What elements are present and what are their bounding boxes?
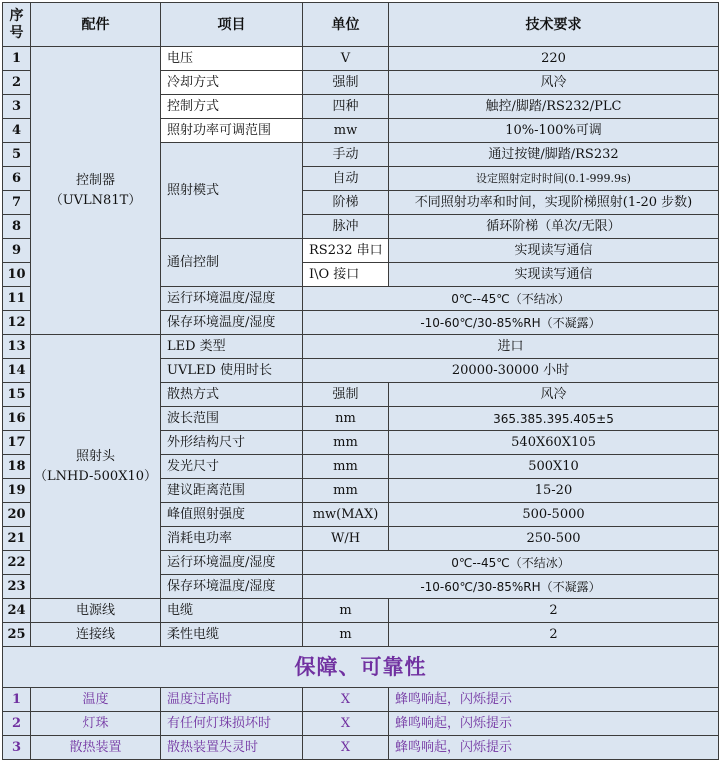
unit-cell: 手动 (303, 143, 389, 167)
requirement-cell: 触控/脚踏/RS232/PLC (389, 95, 719, 119)
unit-cell: X (303, 712, 389, 736)
row-number: 20 (3, 503, 31, 527)
item-cell: 保存环境温度/湿度 (161, 311, 303, 335)
part-cell: 散热装置 (31, 736, 161, 760)
requirement-cell: 0℃--45℃（不结冰） (303, 287, 719, 311)
unit-cell: X (303, 736, 389, 760)
row-number: 4 (3, 119, 31, 143)
requirement-cell: -10-60℃/30-85%RH（不凝露） (303, 575, 719, 599)
row-number: 1 (3, 47, 31, 71)
row-number: 21 (3, 527, 31, 551)
item-cell: 有任何灯珠损坏时 (161, 712, 303, 736)
row-number: 10 (3, 263, 31, 287)
part-irradiation-head: 照射头 （LNHD-500X10） (31, 335, 161, 599)
requirement-cell: 365.385.395.405±5 (389, 407, 719, 431)
row-number: 18 (3, 455, 31, 479)
row-number: 24 (3, 599, 31, 623)
row-number: 15 (3, 383, 31, 407)
row-number: 14 (3, 359, 31, 383)
item-cell: 保存环境温度/湿度 (161, 575, 303, 599)
unit-cell: mw (303, 119, 389, 143)
item-cell: UVLED 使用时长 (161, 359, 303, 383)
unit-cell: m (303, 623, 389, 647)
item-irradiation-mode: 照射模式 (161, 143, 303, 239)
row-number: 16 (3, 407, 31, 431)
requirement-cell: 实现读写通信 (389, 263, 719, 287)
row-number: 7 (3, 191, 31, 215)
header-row (3, 3, 719, 47)
header-item: 项目 (161, 3, 303, 47)
requirement-cell: 风冷 (389, 383, 719, 407)
item-cell: 电压 (161, 47, 303, 71)
item-communication: 通信控制 (161, 239, 303, 287)
part-controller: 控制器 （UVLN81T） (31, 47, 161, 335)
row-number: 3 (3, 95, 31, 119)
table-row (3, 599, 719, 623)
row-number: 12 (3, 311, 31, 335)
item-cell: LED 类型 (161, 335, 303, 359)
requirement-cell: 20000-30000 小时 (303, 359, 719, 383)
table-row (3, 335, 719, 359)
item-cell: 散热方式 (161, 383, 303, 407)
item-cell: 发光尺寸 (161, 455, 303, 479)
requirement-cell: 500X10 (389, 455, 719, 479)
requirement-cell: 220 (389, 47, 719, 71)
requirement-cell: 实现读写通信 (389, 239, 719, 263)
item-cell: 运行环境温度/湿度 (161, 287, 303, 311)
item-cell: 消耗电功率 (161, 527, 303, 551)
table-row (3, 688, 719, 712)
row-number: 25 (3, 623, 31, 647)
row-number: 11 (3, 287, 31, 311)
part-cell: 灯珠 (31, 712, 161, 736)
requirement-cell: 250-500 (389, 527, 719, 551)
requirement-cell: 进口 (303, 335, 719, 359)
part-cell: 温度 (31, 688, 161, 712)
unit-cell: 自动 (303, 167, 389, 191)
requirement-cell: 500-5000 (389, 503, 719, 527)
unit-cell: 阶梯 (303, 191, 389, 215)
requirement-cell: 2 (389, 623, 719, 647)
requirement-cell: 0℃--45℃（不结冰） (303, 551, 719, 575)
unit-cell: 脉冲 (303, 215, 389, 239)
unit-cell: mm (303, 479, 389, 503)
requirement-cell: 蜂鸣响起，闪烁提示 (389, 688, 719, 712)
requirement-cell: -10-60℃/30-85%RH（不凝露） (303, 311, 719, 335)
row-number: 3 (3, 736, 31, 760)
item-cell: 建议距离范围 (161, 479, 303, 503)
unit-cell: RS232 串口 (303, 239, 389, 263)
item-cell: 波长范围 (161, 407, 303, 431)
row-number: 1 (3, 688, 31, 712)
row-number: 23 (3, 575, 31, 599)
requirement-cell: 蜂鸣响起，闪烁提示 (389, 712, 719, 736)
unit-cell: mm (303, 455, 389, 479)
item-cell: 散热装置失灵时 (161, 736, 303, 760)
requirement-cell: 设定照射定时时间(0.1-999.9s) (389, 167, 719, 191)
header-unit: 单位 (303, 3, 389, 47)
part-cell: 连接线 (31, 623, 161, 647)
requirement-cell: 2 (389, 599, 719, 623)
table-row (3, 712, 719, 736)
row-number: 8 (3, 215, 31, 239)
item-cell: 控制方式 (161, 95, 303, 119)
row-number: 17 (3, 431, 31, 455)
spec-table (2, 2, 719, 760)
item-cell: 电缆 (161, 599, 303, 623)
unit-cell: 强制 (303, 383, 389, 407)
requirement-cell: 风冷 (389, 71, 719, 95)
table-row (3, 736, 719, 760)
table-row (3, 47, 719, 71)
unit-cell: 强制 (303, 71, 389, 95)
requirement-cell: 不同照射功率和时间，实现阶梯照射(1-20 步数) (389, 191, 719, 215)
requirement-cell: 15-20 (389, 479, 719, 503)
part-cell: 电源线 (31, 599, 161, 623)
header-part: 配件 (31, 3, 161, 47)
row-number: 5 (3, 143, 31, 167)
unit-cell: mw(MAX) (303, 503, 389, 527)
row-number: 9 (3, 239, 31, 263)
unit-cell: nm (303, 407, 389, 431)
header-seq: 序 号 (3, 3, 31, 47)
item-cell: 冷却方式 (161, 71, 303, 95)
row-number: 6 (3, 167, 31, 191)
requirement-cell: 循环阶梯（单次/无限） (389, 215, 719, 239)
table-row (3, 623, 719, 647)
unit-cell: mm (303, 431, 389, 455)
requirement-cell: 540X60X105 (389, 431, 719, 455)
item-cell: 柔性电缆 (161, 623, 303, 647)
item-cell: 外形结构尺寸 (161, 431, 303, 455)
requirement-cell: 通过按键/脚踏/RS232 (389, 143, 719, 167)
requirement-cell: 蜂鸣响起，闪烁提示 (389, 736, 719, 760)
unit-cell: 四种 (303, 95, 389, 119)
unit-cell: m (303, 599, 389, 623)
unit-cell: X (303, 688, 389, 712)
row-number: 2 (3, 71, 31, 95)
row-number: 22 (3, 551, 31, 575)
protection-title: 保障、可靠性 (3, 647, 719, 688)
item-cell: 运行环境温度/湿度 (161, 551, 303, 575)
requirement-cell: 10%-100%可调 (389, 119, 719, 143)
row-number: 13 (3, 335, 31, 359)
row-number: 2 (3, 712, 31, 736)
header-requirement: 技术要求 (389, 3, 719, 47)
item-cell: 温度过高时 (161, 688, 303, 712)
protection-banner-row (3, 647, 719, 688)
unit-cell: W/H (303, 527, 389, 551)
row-number: 19 (3, 479, 31, 503)
item-cell: 照射功率可调范围 (161, 119, 303, 143)
unit-cell: V (303, 47, 389, 71)
item-cell: 峰值照射强度 (161, 503, 303, 527)
unit-cell: I\O 接口 (303, 263, 389, 287)
